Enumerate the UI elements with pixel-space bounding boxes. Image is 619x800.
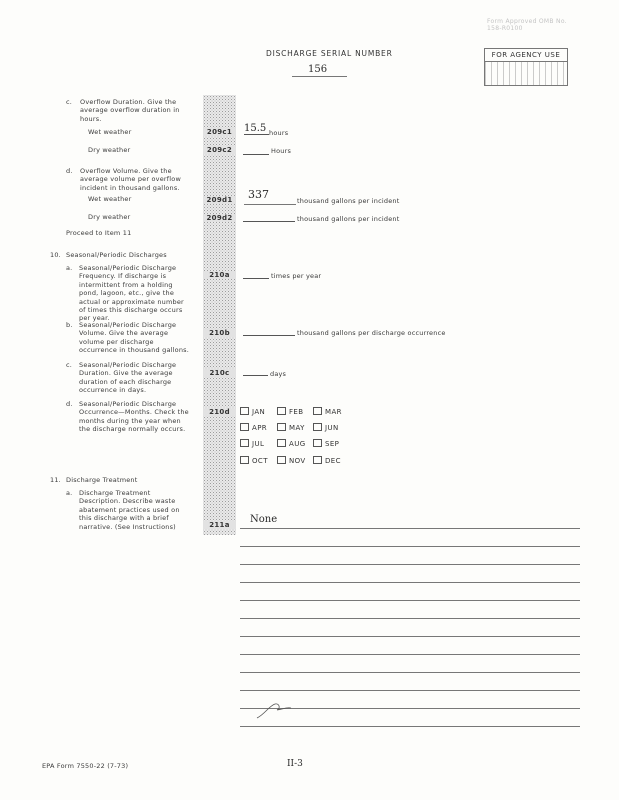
narrative-line xyxy=(240,546,580,547)
month-checkbox-may[interactable] xyxy=(277,423,305,432)
item-c-dry-label: Dry weather xyxy=(88,146,131,154)
checkbox-icon xyxy=(277,423,286,431)
item-10a-marker: a. xyxy=(66,264,73,272)
narrative-line xyxy=(240,672,580,673)
item-11a-text: Discharge Treatment Description. Describe waste abatement practices used on this discharge with a brief narrative. (See Instructions) xyxy=(79,489,180,531)
month-label: APR xyxy=(252,424,268,432)
item-c-dry-unit: Hours xyxy=(271,147,292,155)
month-label: JUN xyxy=(325,424,339,432)
month-checkbox-jan[interactable] xyxy=(240,407,265,416)
narrative-line xyxy=(240,600,580,601)
item-c-text: Overflow Duration. Give the average overflow duration in hours. xyxy=(80,98,180,123)
narrative-line xyxy=(240,726,580,727)
month-label: AUG xyxy=(289,440,306,448)
item-10a-code: 210a xyxy=(203,271,236,279)
narrative-line xyxy=(240,618,580,619)
form-id: EPA Form 7550-22 (7-73) xyxy=(42,762,129,770)
month-checkbox-jun[interactable] xyxy=(313,423,339,432)
item-10a-unit: times per year xyxy=(271,272,322,280)
checkbox-icon xyxy=(240,439,249,447)
section-11-number: 11. xyxy=(50,476,61,484)
page-number: II-3 xyxy=(287,759,303,769)
form-approval-stamp: Form Approved OMB No. 158-R0100 xyxy=(487,18,567,32)
narrative-line xyxy=(240,528,580,529)
agency-use-box xyxy=(484,48,568,86)
item-c-wet-code: 209c1 xyxy=(203,128,236,136)
item-d-wet-underline xyxy=(244,204,296,205)
agency-use-label: FOR AGENCY USE xyxy=(485,49,567,62)
item-10b-marker: b. xyxy=(66,321,73,329)
month-checkbox-sep[interactable] xyxy=(313,439,339,448)
item-10b-value[interactable] xyxy=(243,326,295,336)
month-checkbox-nov[interactable] xyxy=(277,456,306,465)
checkbox-icon xyxy=(313,456,322,464)
item-10b-text: Seasonal/Periodic Discharge Volume. Give the average volume per discharge occurrence in thousand gallons. xyxy=(79,321,189,355)
month-checkbox-mar[interactable] xyxy=(313,407,342,416)
item-10d-text: Seasonal/Periodic Discharge Occurrence—Months. Check the months during the year when the discharge normally occurs. xyxy=(79,400,189,434)
checkbox-icon xyxy=(277,407,286,415)
item-10a-value[interactable] xyxy=(243,269,269,279)
item-d-wet-value[interactable]: 337 xyxy=(248,188,269,201)
month-label: OCT xyxy=(252,457,268,465)
month-label: FEB xyxy=(289,408,304,416)
pen-mark xyxy=(255,700,295,722)
item-10c-text: Seasonal/Periodic Discharge Duration. Give the average duration of each discharge occurrence in days. xyxy=(79,361,177,395)
checkbox-icon xyxy=(240,407,249,415)
checkbox-icon xyxy=(277,439,286,447)
item-d-wet-label: Wet weather xyxy=(88,195,132,203)
month-checkbox-dec[interactable] xyxy=(313,456,341,465)
checkbox-icon xyxy=(277,456,286,464)
page-title: DISCHARGE SERIAL NUMBER xyxy=(266,49,393,58)
month-checkbox-apr[interactable] xyxy=(240,423,267,432)
item-10b-unit: thousand gallons per discharge occurrence xyxy=(297,329,446,337)
serial-number: 156 xyxy=(308,64,328,75)
item-d-dry-unit: thousand gallons per incident xyxy=(297,215,400,223)
checkbox-icon xyxy=(313,439,322,447)
month-checkbox-jul[interactable] xyxy=(240,439,264,448)
month-label: DEC xyxy=(325,457,341,465)
checkbox-icon xyxy=(313,407,322,415)
code-column-strip xyxy=(203,95,236,535)
section-10-title: Seasonal/Periodic Discharges xyxy=(66,251,167,259)
month-label: JAN xyxy=(252,408,266,416)
item-11a-marker: a. xyxy=(66,489,73,497)
item-c-marker: c. xyxy=(66,98,73,106)
narrative-line xyxy=(240,690,580,691)
narrative-line xyxy=(240,654,580,655)
item-d-text: Overflow Volume. Give the average volume per overflow incident in thousand gallons. xyxy=(80,167,181,192)
narrative-line xyxy=(240,636,580,637)
item-10c-value[interactable] xyxy=(243,366,268,376)
item-c-wet-label: Wet weather xyxy=(88,128,132,136)
proceed-instruction: Proceed to Item 11 xyxy=(66,229,132,237)
item-10b-code: 210b xyxy=(203,329,236,337)
item-10c-unit: days xyxy=(270,370,287,378)
item-10a-text: Seasonal/Periodic Discharge Frequency. If discharge is intermittent from a holding pond, lagoon, etc., give the actual or approximate number of times this discharge occurs per year. xyxy=(79,264,184,323)
item-d-marker: d. xyxy=(66,167,73,175)
item-c-wet-value[interactable]: 15.5 xyxy=(244,123,269,135)
month-label: MAR xyxy=(325,408,342,416)
item-10c-code: 210c xyxy=(203,369,236,377)
item-10d-marker: d. xyxy=(66,400,73,408)
serial-number-underline xyxy=(292,76,347,77)
item-11a-value[interactable]: None xyxy=(250,514,278,525)
item-d-wet-code: 209d1 xyxy=(203,196,236,204)
item-10c-marker: c. xyxy=(66,361,73,369)
month-label: SEP xyxy=(325,440,340,448)
item-c-wet-unit: hours xyxy=(269,129,289,137)
month-label: MAY xyxy=(289,424,305,432)
month-checkbox-aug[interactable] xyxy=(277,439,306,448)
item-d-dry-code: 209d2 xyxy=(203,214,236,222)
month-label: JUL xyxy=(252,440,265,448)
section-11-title: Discharge Treatment xyxy=(66,476,138,484)
item-d-dry-label: Dry weather xyxy=(88,213,131,221)
section-10-number: 10. xyxy=(50,251,61,259)
month-checkbox-feb[interactable] xyxy=(277,407,303,416)
item-11a-code: 211a xyxy=(203,521,236,529)
checkbox-icon xyxy=(313,423,322,431)
item-c-dry-code: 209c2 xyxy=(203,146,236,154)
item-d-dry-value[interactable] xyxy=(243,212,295,222)
checkbox-icon xyxy=(240,423,249,431)
item-10d-code: 210d xyxy=(203,408,236,416)
checkbox-icon xyxy=(240,456,249,464)
agency-use-grid xyxy=(485,62,567,85)
narrative-line xyxy=(240,564,580,565)
month-label: NOV xyxy=(289,457,306,465)
month-checkbox-oct[interactable] xyxy=(240,456,268,465)
item-d-wet-unit: thousand gallons per incident xyxy=(297,197,400,205)
narrative-line xyxy=(240,582,580,583)
item-c-dry-value[interactable] xyxy=(243,145,269,155)
